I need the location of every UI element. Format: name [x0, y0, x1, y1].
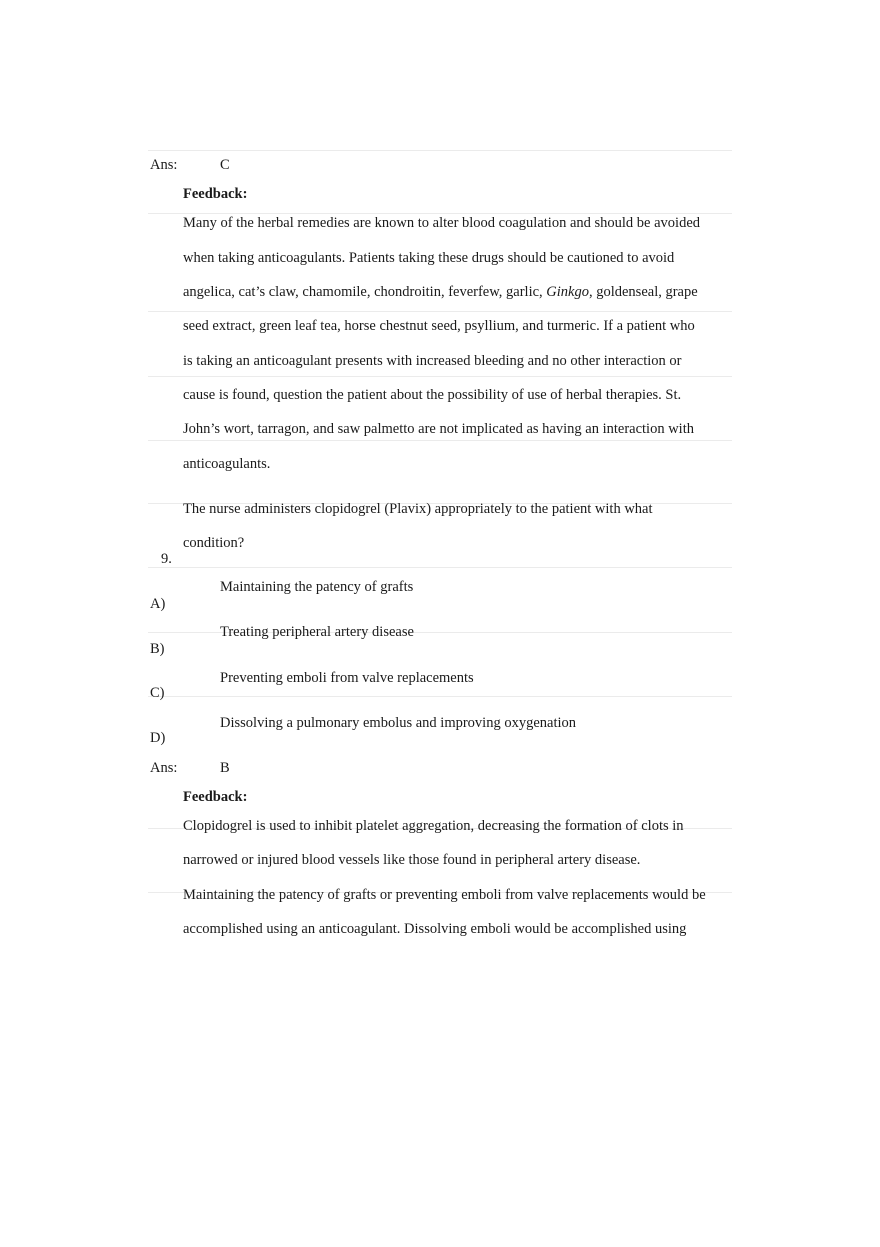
option-d-text: Dissolving a pulmonary embolus and improving oxygenation	[220, 715, 577, 731]
q9-feedback-line: accomplished using an anticoagulant. Dissolving emboli would be accomplished using	[183, 921, 687, 937]
option-b-text: Treating peripheral artery disease	[220, 624, 414, 640]
q8-answer-value: C	[220, 157, 230, 173]
q8-feedback-line: anticoagulants.	[183, 456, 271, 472]
divider	[148, 150, 732, 151]
divider	[148, 567, 732, 568]
option-b-letter: B)	[150, 641, 165, 657]
q8-answer-label: Ans:	[150, 157, 178, 173]
q9-number: 9.	[161, 551, 172, 567]
option-c-text: Preventing emboli from valve replacements	[220, 670, 474, 686]
divider	[148, 440, 732, 441]
q9-feedback-label: Feedback:	[183, 789, 248, 805]
option-c-letter: C)	[150, 685, 165, 701]
q8-feedback-line-tail: , goldenseal, grape	[588, 284, 698, 300]
option-a-letter: A)	[150, 596, 166, 612]
option-a-text: Maintaining the patency of grafts	[220, 579, 414, 595]
q8-feedback-line: John’s wort, tarragon, and saw palmetto are not implicated as having an interaction with	[183, 421, 694, 437]
q8-feedback-line-text: angelica, cat’s claw, chamomile, chondroitin, feverfew, garlic,	[183, 284, 547, 300]
q8-feedback-label: Feedback:	[183, 186, 248, 202]
q9-feedback-line: Maintaining the patency of grafts or preventing emboli from valve replacements would be	[183, 887, 706, 903]
q8-feedback-line: Many of the herbal remedies are known to alter blood coagulation and should be avoided	[183, 215, 701, 231]
option-d-letter: D)	[150, 730, 166, 746]
q9-answer-label: Ans:	[150, 760, 178, 776]
q8-feedback-line: seed extract, green leaf tea, horse chestnut seed, psyllium, and turmeric. If a patient who	[183, 318, 695, 334]
divider	[148, 696, 732, 697]
divider	[148, 376, 732, 377]
q8-feedback-line: when taking anticoagulants. Patients taking these drugs should be cautioned to avoid	[183, 250, 675, 266]
q9-answer-value: B	[220, 760, 230, 776]
q9-stem-line: The nurse administers clopidogrel (Plavix) appropriately to the patient with what	[183, 501, 653, 517]
divider	[148, 311, 732, 312]
q8-feedback-line: cause is found, question the patient about the possibility of use of herbal therapies. St.	[183, 387, 682, 403]
q8-feedback-line: is taking an anticoagulant presents with increased bleeding and no other interaction or	[183, 353, 682, 369]
q8-feedback-line	[183, 283, 698, 301]
q8-feedback-italic-term: Ginkgo	[546, 284, 589, 300]
q9-stem-line: condition?	[183, 535, 245, 551]
q9-feedback-line: narrowed or injured blood vessels like those found in peripheral artery disease.	[183, 852, 641, 868]
q9-feedback-line: Clopidogrel is used to inhibit platelet aggregation, decreasing the formation of clots in	[183, 818, 684, 834]
